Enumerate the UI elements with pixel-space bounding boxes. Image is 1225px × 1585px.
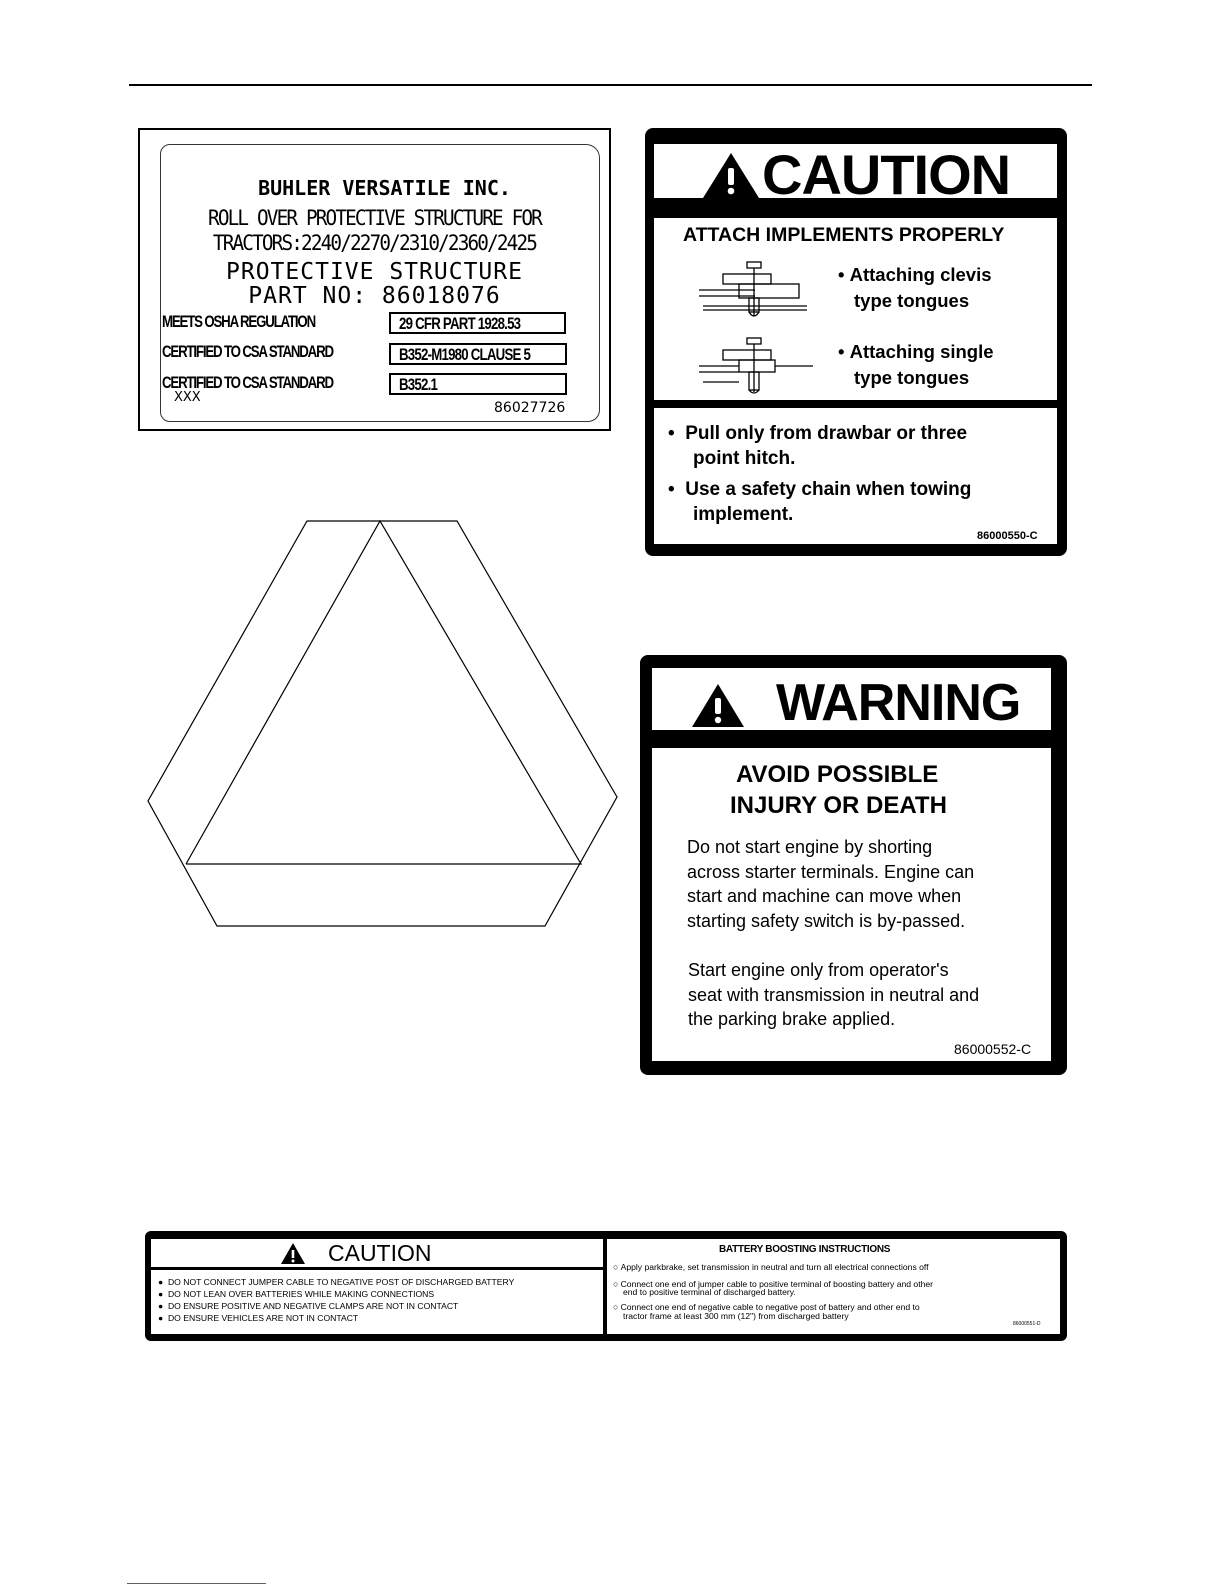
rops-row-label: CERTIFIED TO CSA STANDARD (162, 342, 333, 361)
warning-title: AVOID POSSIBLE (736, 761, 939, 788)
caution-bullet: implement. (693, 504, 794, 525)
battery-instruction: tractor frame at least 300 mm (12") from discharged battery (623, 1311, 849, 1321)
battery-caution-header: CAUTION (328, 1240, 432, 1266)
battery-instruction: end to positive terminal of discharged battery. (623, 1287, 796, 1297)
rops-part-number: PART NO: 86018076 (248, 283, 501, 309)
rops-row-value: B352.1 (389, 373, 567, 395)
clevis-hitch-icon (695, 260, 815, 320)
rops-plate (138, 128, 611, 431)
battery-instruction: ○ Connect one end of jumper cable to positive terminal of boosting battery and other (613, 1279, 934, 1289)
caution-bullet: • Use a safety chain when towing (668, 479, 972, 500)
rops-line1: ROLL OVER PROTECTIVE STRUCTURE FOR (208, 206, 541, 230)
warning-text: starting safety switch is by-passed. (687, 911, 966, 931)
slow-moving-vehicle-emblem (145, 516, 625, 932)
caution-item: type tongues (854, 290, 970, 311)
warning-decal (640, 655, 1067, 1075)
caution-bullet: • Pull only from drawbar or three (668, 423, 968, 444)
rops-mark: XXX (174, 390, 201, 405)
caution-decal (645, 128, 1067, 556)
battery-caution-item: ● DO NOT CONNECT JUMPER CABLE TO NEGATIVE POST OF DISCHARGED BATTERY (158, 1277, 515, 1287)
warning-text: the parking brake applied. (688, 1009, 896, 1029)
rops-row-value: B352-M1980 CLAUSE 5 (389, 343, 567, 365)
rops-row-value: 29 CFR PART 1928.53 (389, 312, 566, 334)
caution-item: • Attaching single (838, 341, 994, 362)
caution-code: 86000550-C (977, 530, 1038, 542)
warning-code: 86000552-C (954, 1041, 1032, 1057)
footer-link-underline (127, 1583, 266, 1584)
rops-company: BUHLER VERSATILE INC. (258, 176, 511, 200)
warning-triangle-icon (701, 152, 761, 200)
battery-caution-item: ● DO NOT LEAN OVER BATTERIES WHILE MAKING CONNECTIONS (158, 1289, 435, 1299)
battery-caution-item: ● DO ENSURE VEHICLES ARE NOT IN CONTACT (158, 1313, 359, 1323)
battery-instruction: ○ Connect one end of negative cable to negative post of battery and other end to (613, 1302, 920, 1312)
warning-header: WARNING (776, 674, 1021, 732)
caution-item: • Attaching clevis (838, 264, 992, 285)
battery-instructions-title: BATTERY BOOSTING INSTRUCTIONS (719, 1244, 891, 1255)
warning-text: across starter terminals. Engine can (687, 862, 975, 882)
warning-text: seat with transmission in neutral and (688, 985, 980, 1005)
rops-line3: PROTECTIVE STRUCTURE (226, 259, 523, 285)
warning-text: Start engine only from operator's (688, 960, 949, 980)
warning-triangle-icon (690, 683, 746, 729)
warning-triangle-icon (280, 1242, 306, 1265)
battery-caution-item: ● DO ENSURE POSITIVE AND NEGATIVE CLAMPS ARE NOT IN CONTACT (158, 1301, 459, 1311)
single-hitch-icon (695, 336, 815, 396)
warning-text: start and machine can move when (687, 886, 962, 906)
battery-code: 86000551-D (1013, 1321, 1041, 1327)
battery-instruction: ○ Apply parkbrake, set transmission in neutral and turn all electrical connections off (613, 1262, 929, 1272)
warning-text: Do not start engine by shorting (687, 837, 933, 857)
rops-row-label: CERTIFIED TO CSA STANDARD (162, 373, 333, 392)
battery-boosting-decal (145, 1231, 1067, 1341)
caution-header: CAUTION (762, 143, 1011, 206)
top-rule (129, 84, 1092, 86)
rops-row-label: MEETS OSHA REGULATION (162, 312, 315, 331)
warning-title: INJURY OR DEATH (730, 792, 947, 819)
caution-bullet: point hitch. (693, 448, 796, 469)
rops-line2: TRACTORS:2240/2270/2310/2360/2425 (212, 231, 537, 255)
caution-item: type tongues (854, 367, 970, 388)
caution-subheader: ATTACH IMPLEMENTS PROPERLY (683, 224, 1005, 246)
rops-code: 86027726 (494, 400, 566, 416)
